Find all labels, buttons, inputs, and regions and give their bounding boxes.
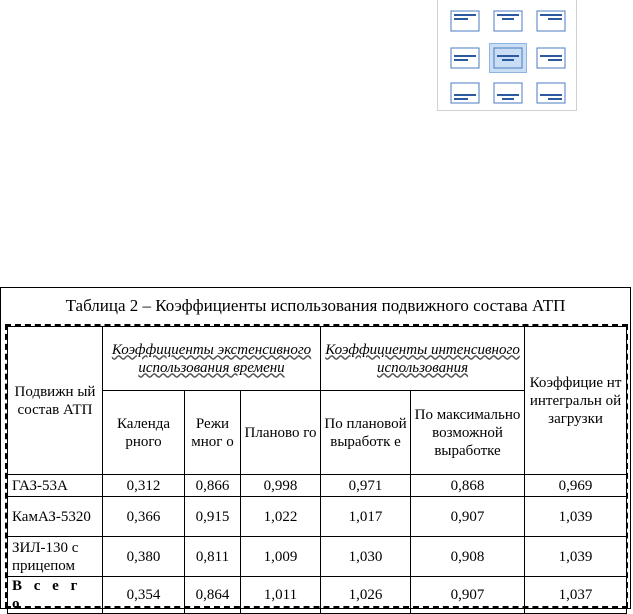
align-middle-left-icon[interactable] xyxy=(446,43,484,73)
header-intensive-group[interactable]: Коэффициенты интенсивного использования xyxy=(321,327,525,391)
cell-calendar[interactable]: 0,312 xyxy=(103,475,185,497)
header-calendar[interactable]: Календа рного xyxy=(103,391,185,475)
cell-planned[interactable]: 1,009 xyxy=(241,537,321,577)
header-rolling-stock[interactable]: Подвижн ый состав АТП xyxy=(8,327,103,475)
align-bottom-right-icon[interactable] xyxy=(532,78,570,108)
header-integral[interactable]: Коэффицие нт интегральн ой загрузки xyxy=(525,327,627,475)
align-top-left-icon[interactable] xyxy=(446,6,484,36)
cell-by-planned[interactable]: 1,030 xyxy=(321,537,411,577)
table-row-total xyxy=(8,577,627,614)
header-regime[interactable]: Режи мног о xyxy=(185,391,241,475)
table-caption: Таблица 2 – Коэффициенты использования подвижного состава АТП xyxy=(65,296,566,315)
cell-integral[interactable]: 1,039 xyxy=(525,537,627,577)
cell-integral[interactable]: 1,039 xyxy=(525,497,627,537)
cell-planned[interactable]: 0,998 xyxy=(241,475,321,497)
cell-calendar[interactable]: 0,380 xyxy=(103,537,185,577)
cell-by-max[interactable]: 0,908 xyxy=(411,537,525,577)
cell-regime[interactable]: 0,915 xyxy=(185,497,241,537)
align-bottom-left-icon[interactable] xyxy=(446,78,484,108)
row-name[interactable]: ЗИЛ-130 с прицепом xyxy=(8,537,103,577)
cell-integral[interactable]: 0,969 xyxy=(525,475,627,497)
cell-calendar[interactable]: 0,354 xyxy=(103,577,185,614)
cell-planned[interactable]: 1,022 xyxy=(241,497,321,537)
cell-by-max[interactable]: 0,907 xyxy=(411,497,525,537)
align-bottom-center-icon[interactable] xyxy=(489,78,527,108)
table-row xyxy=(8,537,627,577)
cell-by-planned[interactable]: 1,017 xyxy=(321,497,411,537)
cell-regime[interactable]: 0,866 xyxy=(185,475,241,497)
cell-by-max[interactable]: 0,907 xyxy=(411,577,525,614)
coefficients-table xyxy=(7,326,627,614)
row-name-total[interactable]: В с е г о xyxy=(8,577,103,614)
cell-integral[interactable]: 1,037 xyxy=(525,577,627,614)
cell-planned[interactable]: 1,011 xyxy=(241,577,321,614)
align-middle-center-icon[interactable] xyxy=(489,43,527,73)
header-by-planned-output[interactable]: По плановой выработк е xyxy=(321,391,411,475)
cell-calendar[interactable]: 0,366 xyxy=(103,497,185,537)
cell-by-planned[interactable]: 0,971 xyxy=(321,475,411,497)
cell-regime[interactable]: 0,864 xyxy=(185,577,241,614)
table-frame xyxy=(0,287,631,612)
cell-regime[interactable]: 0,811 xyxy=(185,537,241,577)
table-row xyxy=(8,475,627,497)
header-extensive-group[interactable]: Коэффициенты экстенсивного использования времени xyxy=(103,327,321,391)
cell-alignment-palette xyxy=(437,0,577,111)
align-top-right-icon[interactable] xyxy=(532,6,570,36)
align-top-center-icon[interactable] xyxy=(489,6,527,36)
row-name[interactable]: ГАЗ-53А xyxy=(8,475,103,497)
row-name[interactable]: КамАЗ-5320 xyxy=(8,497,103,537)
header-by-max-output[interactable]: По максимально возможной выработке xyxy=(411,391,525,475)
header-planned[interactable]: Планово го xyxy=(241,391,321,475)
table-row xyxy=(8,497,627,537)
align-middle-right-icon[interactable] xyxy=(532,43,570,73)
cell-by-max[interactable]: 0,868 xyxy=(411,475,525,497)
cell-by-planned[interactable]: 1,026 xyxy=(321,577,411,614)
